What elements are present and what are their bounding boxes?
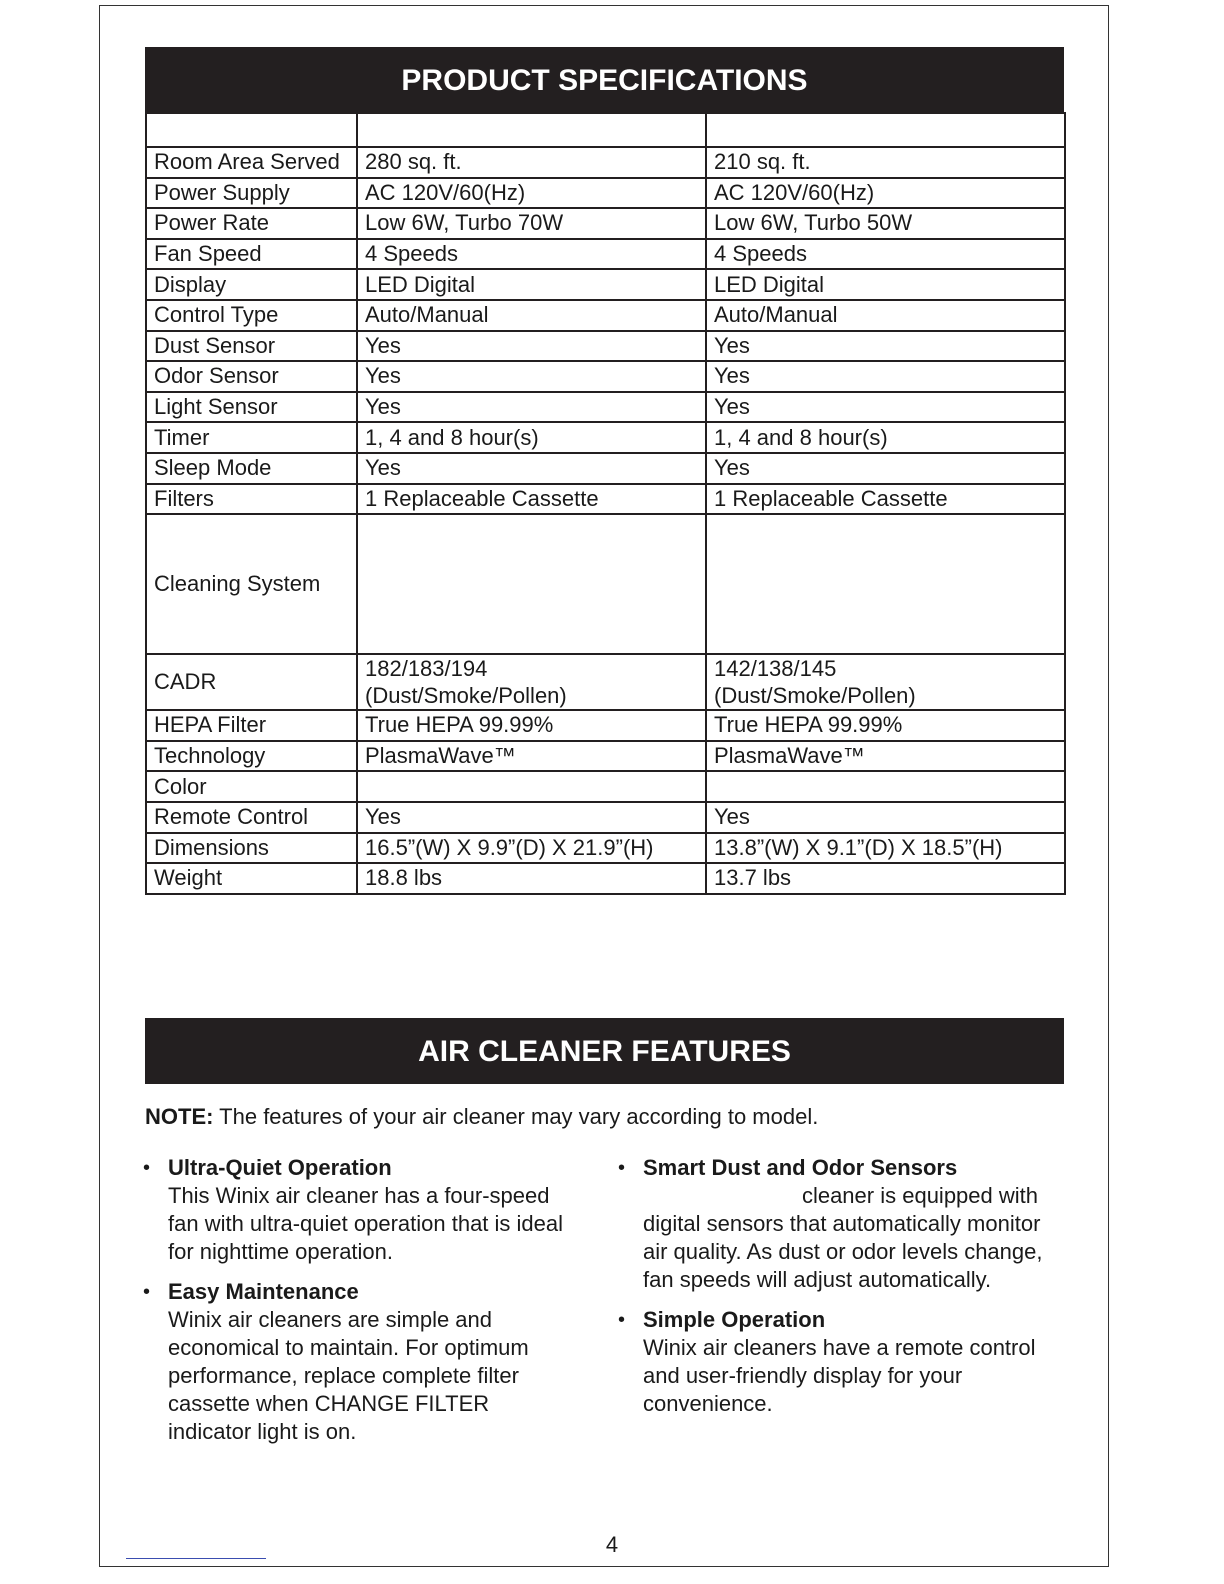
spec-value-model-2: Yes <box>706 331 1065 362</box>
table-row <box>146 654 1065 710</box>
spec-value-model-2: Yes <box>706 802 1065 833</box>
spec-value-model-1: Yes <box>357 331 706 362</box>
specifications-table <box>145 112 1066 895</box>
feature-title: Ultra-Quiet Operation <box>168 1155 392 1180</box>
spec-label: Light Sensor <box>146 392 357 423</box>
table-row <box>146 710 1065 741</box>
product-specifications-heading: PRODUCT SPECIFICATIONS <box>145 47 1064 112</box>
spec-value-model-2: 1 Replaceable Cassette <box>706 484 1065 515</box>
table-row <box>146 239 1065 270</box>
cadr-values: 142/138/145 <box>714 656 837 682</box>
cadr-values: 182/183/194 <box>365 656 488 682</box>
features-left-column <box>143 1154 573 1458</box>
table-row <box>146 269 1065 300</box>
bullet-icon: • <box>618 1157 626 1179</box>
table-row <box>146 453 1065 484</box>
table-row <box>146 208 1065 239</box>
table-row <box>146 300 1065 331</box>
spec-value-model-1: Yes <box>357 392 706 423</box>
spec-label: Power Rate <box>146 208 357 239</box>
spec-label: Cleaning System <box>146 514 357 654</box>
feature-text-lead: cleaner is equipped with <box>801 1183 1038 1208</box>
table-row <box>146 741 1065 772</box>
spec-label: Weight <box>146 863 357 894</box>
spec-value-model-1: 4 Speeds <box>357 239 706 270</box>
spec-label: Dimensions <box>146 833 357 864</box>
spec-label: Timer <box>146 422 357 453</box>
spec-value-model-1 <box>357 771 706 802</box>
spec-label: Display <box>146 269 357 300</box>
spec-label: Filters <box>146 484 357 515</box>
table-row <box>146 178 1065 209</box>
feature-title: Smart Dust and Odor Sensors <box>643 1155 958 1180</box>
feature-text: This Winix air cleaner has a four-speed fan with ultra-quiet operation that is ideal for nighttime operation. <box>168 1183 564 1264</box>
spec-label: Room Area Served <box>146 147 357 178</box>
spec-label: Control Type <box>146 300 357 331</box>
feature-title: Simple Operation <box>643 1307 826 1332</box>
spec-value-model-2: Yes <box>706 392 1065 423</box>
table-row <box>146 863 1065 894</box>
header-cell-model-2 <box>706 113 1065 147</box>
spec-value-model-2 <box>706 654 1065 710</box>
feature-smart-sensors <box>618 1154 1048 1294</box>
spec-value-model-2: 210 sq. ft. <box>706 147 1065 178</box>
spec-value-model-2: PlasmaWave™ <box>706 741 1065 772</box>
feature-simple-operation <box>618 1306 1048 1418</box>
spec-value-model-1: AC 120V/60(Hz) <box>357 178 706 209</box>
cadr-units: (Dust/Smoke/Pollen) <box>714 683 916 709</box>
spec-value-model-1: PlasmaWave™ <box>357 741 706 772</box>
spec-value-model-2: True HEPA 99.99% <box>706 710 1065 741</box>
spec-value-model-2: Yes <box>706 361 1065 392</box>
spec-value-model-1: 18.8 lbs <box>357 863 706 894</box>
footer-link-underline <box>126 1558 266 1559</box>
feature-text: digital sensors that automatically monitor air quality. As dust or odor levels change, fan speeds will adjust automatically. <box>643 1211 1043 1292</box>
spec-label: Power Supply <box>146 178 357 209</box>
table-row <box>146 361 1065 392</box>
table-row <box>146 422 1065 453</box>
spec-value-model-1: Low 6W, Turbo 70W <box>357 208 706 239</box>
spec-label: CADR <box>146 654 357 710</box>
spec-value-model-1: True HEPA 99.99% <box>357 710 706 741</box>
spec-label: Color <box>146 771 357 802</box>
table-row <box>146 771 1065 802</box>
bullet-icon: • <box>143 1281 151 1303</box>
spec-label: Technology <box>146 741 357 772</box>
note-text: The features of your air cleaner may vary according to model. <box>213 1104 819 1129</box>
note-paragraph <box>145 1104 818 1130</box>
spec-value-model-1: Yes <box>357 802 706 833</box>
spec-label: Sleep Mode <box>146 453 357 484</box>
air-cleaner-features-heading: AIR CLEANER FEATURES <box>145 1018 1064 1084</box>
feature-title: Easy Maintenance <box>168 1279 359 1304</box>
header-cell-model-1 <box>357 113 706 147</box>
cadr-units: (Dust/Smoke/Pollen) <box>365 683 567 709</box>
table-row <box>146 514 1065 654</box>
table-row <box>146 802 1065 833</box>
table-row <box>146 484 1065 515</box>
spec-value-model-2: Auto/Manual <box>706 300 1065 331</box>
spec-value-model-1: 1, 4 and 8 hour(s) <box>357 422 706 453</box>
spec-value-model-1: Yes <box>357 361 706 392</box>
bullet-icon: • <box>618 1309 626 1331</box>
spec-value-model-2: 1, 4 and 8 hour(s) <box>706 422 1065 453</box>
table-row <box>146 147 1065 178</box>
feature-easy-maintenance <box>143 1278 573 1446</box>
spec-value-model-1: 1 Replaceable Cassette <box>357 484 706 515</box>
feature-ultra-quiet <box>143 1154 573 1266</box>
table-row <box>146 331 1065 362</box>
feature-text: Winix air cleaners have a remote control and user-friendly display for your convenience. <box>643 1335 1036 1416</box>
table-header-row <box>146 113 1065 147</box>
spec-value-model-1: Yes <box>357 453 706 484</box>
page-number: 4 <box>605 1532 619 1557</box>
spec-label: HEPA Filter <box>146 710 357 741</box>
spec-value-model-1 <box>357 514 706 654</box>
spec-value-model-1 <box>357 654 706 710</box>
table-row <box>146 833 1065 864</box>
spec-label: Dust Sensor <box>146 331 357 362</box>
spec-value-model-2 <box>706 771 1065 802</box>
table-row <box>146 392 1065 423</box>
header-cell-blank <box>146 113 357 147</box>
note-label: NOTE: <box>145 1104 214 1129</box>
spec-value-model-1: LED Digital <box>357 269 706 300</box>
spec-value-model-1: Auto/Manual <box>357 300 706 331</box>
spec-label: Fan Speed <box>146 239 357 270</box>
feature-text: Winix air cleaners are simple and economical to maintain. For optimum performance, replace complete filter cassette when CHANGE FILTER indicator light is on. <box>168 1307 529 1444</box>
spec-value-model-1: 16.5”(W) X 9.9”(D) X 21.9”(H) <box>357 833 706 864</box>
features-right-column <box>618 1154 1048 1430</box>
spec-value-model-2: Low 6W, Turbo 50W <box>706 208 1065 239</box>
spec-value-model-2: 13.7 lbs <box>706 863 1065 894</box>
spec-value-model-2: Yes <box>706 453 1065 484</box>
spec-value-model-2: 13.8”(W) X 9.1”(D) X 18.5”(H) <box>706 833 1065 864</box>
spec-label: Odor Sensor <box>146 361 357 392</box>
spec-value-model-2 <box>706 514 1065 654</box>
spec-value-model-1: 280 sq. ft. <box>357 147 706 178</box>
spec-value-model-2: 4 Speeds <box>706 239 1065 270</box>
spec-value-model-2: LED Digital <box>706 269 1065 300</box>
bullet-icon: • <box>143 1157 151 1179</box>
spec-value-model-2: AC 120V/60(Hz) <box>706 178 1065 209</box>
spec-label: Remote Control <box>146 802 357 833</box>
